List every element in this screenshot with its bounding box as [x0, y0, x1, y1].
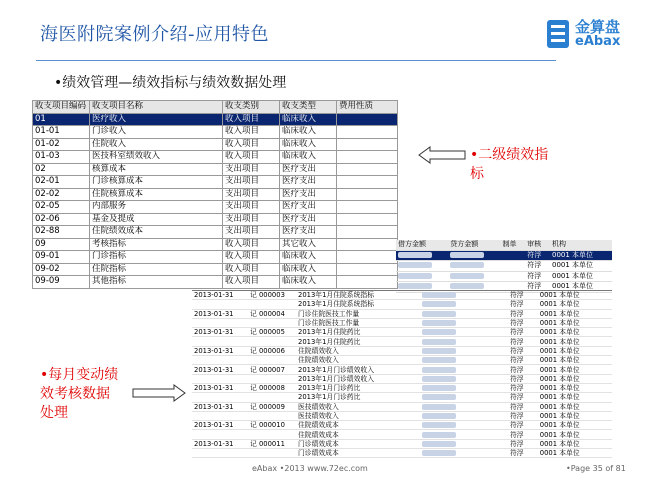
- table-cell: 2013-01-31: [192, 383, 248, 392]
- table-cell: 0001 本单位: [538, 328, 612, 337]
- table-cell: 记 000006: [248, 346, 296, 355]
- redacted-amount: [422, 432, 456, 438]
- table-cell: 临床收入: [280, 126, 337, 139]
- table-row[interactable]: [192, 393, 612, 402]
- table-cell: 收入项目: [223, 263, 280, 276]
- callout-line: 处理: [40, 405, 68, 421]
- table-cell: 0001 本单位: [538, 291, 612, 300]
- table-cell: 0001 本单位: [538, 356, 612, 365]
- table-cell: 09-09: [33, 276, 90, 289]
- table-cell: 临床收入: [280, 113, 337, 126]
- table-cell: 2013-01-31: [192, 365, 248, 374]
- redacted-amount-cell: [420, 328, 508, 337]
- table-cell: [337, 238, 398, 251]
- table-cell: 住院绩效成本: [90, 226, 223, 239]
- table-row[interactable]: [192, 402, 612, 411]
- redacted-amount-cell: [420, 337, 508, 346]
- table-cell: [248, 318, 296, 327]
- table-cell: [337, 138, 398, 151]
- table-cell: 01: [33, 113, 90, 126]
- redacted-amount: [422, 413, 456, 419]
- table-cell: 2013年1月门诊药比: [296, 393, 420, 402]
- table-row[interactable]: [192, 356, 612, 365]
- table-cell: [248, 430, 296, 439]
- table-cell: 符浮: [508, 411, 538, 420]
- table-cell: 符浮: [508, 383, 538, 392]
- table-cell: 01-01: [33, 126, 90, 139]
- table-cell: 支出项目: [223, 163, 280, 176]
- table-cell: 符浮: [508, 449, 538, 458]
- redacted-amount-cell: [420, 393, 508, 402]
- callout-line: •二级绩效指: [470, 147, 549, 163]
- table-row[interactable]: [33, 213, 398, 226]
- table-cell: 医技绩效收入: [296, 411, 420, 420]
- redacted-amount-cell: [420, 430, 508, 439]
- table-cell: 记 000005: [248, 328, 296, 337]
- table-cell: 门诊住院医技工作量: [296, 318, 420, 327]
- column-header: 收支类型: [280, 101, 337, 114]
- table-cell: [396, 271, 448, 282]
- voucher-summary-table: [396, 240, 612, 293]
- table-header-row: [33, 101, 398, 114]
- table-row[interactable]: [33, 251, 398, 264]
- table-row[interactable]: [192, 365, 612, 374]
- redacted-amount-cell: [420, 291, 508, 300]
- table-cell: 01-03: [33, 151, 90, 164]
- table-cell: 记 000010: [248, 421, 296, 430]
- table-cell: [501, 250, 526, 261]
- table-row[interactable]: [192, 291, 612, 300]
- redacted-amount-cell: [420, 318, 508, 327]
- table-cell: 支出项目: [223, 201, 280, 214]
- table-cell: 临床收入: [280, 151, 337, 164]
- redacted-amount: [398, 273, 432, 279]
- table-cell: 2013-01-31: [192, 291, 248, 300]
- table-cell: 医疗支出: [280, 201, 337, 214]
- table-row[interactable]: [396, 250, 612, 261]
- table-cell: 记 000004: [248, 309, 296, 318]
- table-cell: 符浮: [508, 393, 538, 402]
- redacted-amount: [422, 404, 456, 410]
- redacted-amount: [422, 339, 456, 345]
- table-cell: 门诊核算成本: [90, 176, 223, 189]
- redacted-amount: [422, 292, 456, 298]
- table-cell: 符浮: [508, 300, 538, 309]
- abacus-logo-icon: [545, 18, 571, 50]
- table-row[interactable]: [396, 261, 612, 272]
- revenue-item-table: [32, 100, 398, 289]
- logo-text-cn: 金算盘: [575, 18, 621, 36]
- table-cell: 其它收入: [280, 238, 337, 251]
- table-cell: 2013-01-31: [192, 402, 248, 411]
- redacted-amount: [422, 394, 456, 400]
- redacted-amount: [422, 441, 456, 447]
- table-cell: 0001 本单位: [538, 402, 612, 411]
- table-cell: [192, 318, 248, 327]
- table-cell: 2013年1月门诊药比: [296, 383, 420, 392]
- left-arrow-icon: [418, 146, 466, 164]
- table-cell: 符浮: [508, 346, 538, 355]
- table-cell: 住院收入: [90, 138, 223, 151]
- table-cell: [337, 213, 398, 226]
- table-row[interactable]: [33, 138, 398, 151]
- table-row[interactable]: [192, 309, 612, 318]
- table-row[interactable]: [33, 238, 398, 251]
- column-header: 收支类别: [223, 101, 280, 114]
- redacted-amount: [398, 262, 432, 268]
- table-cell: [248, 411, 296, 420]
- table-cell: 门诊绩效成本: [296, 449, 420, 458]
- table-cell: 2013年1月住院系统指标: [296, 291, 420, 300]
- redacted-amount-cell: [420, 374, 508, 383]
- table-cell: 记 000008: [248, 383, 296, 392]
- table-cell: 0001 本单位: [538, 430, 612, 439]
- redacted-amount: [422, 348, 456, 354]
- table-cell: 门诊住院医技工作量: [296, 309, 420, 318]
- table-row[interactable]: [33, 263, 398, 276]
- table-cell: 0001 本单位: [538, 318, 612, 327]
- page-number: •Page 35 of 81: [566, 464, 626, 473]
- table-cell: 临床收入: [280, 263, 337, 276]
- table-cell: 符浮: [508, 356, 538, 365]
- column-header: 机构: [550, 240, 612, 250]
- callout-line: 标: [470, 166, 484, 182]
- table-cell: 0001 本单位: [538, 383, 612, 392]
- table-row[interactable]: [192, 383, 612, 392]
- table-cell: 02-02: [33, 188, 90, 201]
- table-cell: 符浮: [508, 318, 538, 327]
- table-cell: [192, 374, 248, 383]
- column-header: 收支项目编码: [33, 101, 90, 114]
- slide-title: 海医附院案例介绍-应用特色: [40, 24, 269, 45]
- redacted-amount: [422, 301, 456, 307]
- table-row[interactable]: [33, 276, 398, 289]
- table-cell: 内部服务: [90, 201, 223, 214]
- table-cell: 02-01: [33, 176, 90, 189]
- table-cell: [192, 411, 248, 420]
- table-cell: 住院绩效收入: [296, 346, 420, 355]
- table-cell: 临床收入: [280, 138, 337, 151]
- table-cell: 0001 本单位: [550, 282, 612, 293]
- redacted-amount-cell: [420, 411, 508, 420]
- table-cell: 记 000007: [248, 365, 296, 374]
- table-row[interactable]: [192, 318, 612, 327]
- table-row[interactable]: [192, 430, 612, 439]
- table-cell: 0001 本单位: [538, 439, 612, 448]
- table-cell: 2013-01-31: [192, 346, 248, 355]
- table-cell: 支出项目: [223, 176, 280, 189]
- callout-secondary-indicator: [470, 146, 548, 184]
- table-cell: 医疗支出: [280, 176, 337, 189]
- table-cell: [192, 356, 248, 365]
- table-cell: 2013年1月住院药比: [296, 337, 420, 346]
- table-cell: 2013年1月门诊绩效收入: [296, 365, 420, 374]
- redacted-amount: [422, 367, 456, 373]
- redacted-amount: [422, 311, 456, 317]
- table-cell: 02-06: [33, 213, 90, 226]
- table-row[interactable]: [192, 328, 612, 337]
- table-cell: 0001 本单位: [538, 411, 612, 420]
- table-cell: 2013-01-31: [192, 309, 248, 318]
- redacted-amount: [450, 262, 484, 268]
- table-cell: 2013年1月住院系统指标: [296, 300, 420, 309]
- table-cell: [337, 226, 398, 239]
- redacted-amount-cell: [420, 439, 508, 448]
- title-divider: [36, 60, 556, 61]
- redacted-amount: [398, 283, 432, 289]
- column-header: 收支项目名称: [90, 101, 223, 114]
- redacted-amount: [422, 450, 456, 456]
- table-cell: 符浮: [508, 402, 538, 411]
- table-cell: 2013-01-31: [192, 421, 248, 430]
- table-header-row: [396, 240, 612, 250]
- table-row[interactable]: [192, 300, 612, 309]
- table-cell: 支出项目: [223, 188, 280, 201]
- redacted-amount: [422, 329, 456, 335]
- table-cell: 医疗支出: [280, 163, 337, 176]
- table-cell: [337, 126, 398, 139]
- table-cell: 09-02: [33, 263, 90, 276]
- table-cell: [396, 250, 448, 261]
- redacted-amount: [422, 357, 456, 363]
- table-cell: 基金及提成: [90, 213, 223, 226]
- table-cell: 门诊绩效成本: [296, 439, 420, 448]
- table-cell: 0001 本单位: [550, 261, 612, 272]
- table-cell: 住院绩效成本: [296, 421, 420, 430]
- table-cell: 09: [33, 238, 90, 251]
- table-cell: 09-01: [33, 251, 90, 264]
- table-row[interactable]: [33, 176, 398, 189]
- redacted-amount: [422, 376, 456, 382]
- table-row[interactable]: [192, 449, 612, 458]
- table-cell: 符浮: [508, 337, 538, 346]
- logo-text-en: eAbax: [575, 34, 621, 49]
- table-cell: [501, 261, 526, 272]
- table-cell: 02-88: [33, 226, 90, 239]
- table-row[interactable]: [33, 151, 398, 164]
- table-cell: 2013年1月门诊绩效收入: [296, 374, 420, 383]
- table-cell: 0001 本单位: [538, 300, 612, 309]
- table-cell: 其他指标: [90, 276, 223, 289]
- table-cell: 医疗支出: [280, 188, 337, 201]
- table-cell: [448, 271, 500, 282]
- table-cell: 0001 本单位: [538, 449, 612, 458]
- table-cell: [337, 188, 398, 201]
- table-cell: 医疗支出: [280, 213, 337, 226]
- table-cell: 符浮: [508, 439, 538, 448]
- table-cell: [337, 151, 398, 164]
- table-cell: 收入项目: [223, 238, 280, 251]
- table-cell: 收入项目: [223, 251, 280, 264]
- table-cell: 符浮: [508, 374, 538, 383]
- table-row[interactable]: [192, 337, 612, 346]
- table-cell: 医疗支出: [280, 226, 337, 239]
- table-cell: 收入项目: [223, 113, 280, 126]
- table-cell: 门诊收入: [90, 126, 223, 139]
- redacted-amount-cell: [420, 365, 508, 374]
- table-cell: 01-02: [33, 138, 90, 151]
- redacted-amount-cell: [420, 449, 508, 458]
- table-row[interactable]: [33, 201, 398, 214]
- table-cell: 收入项目: [223, 151, 280, 164]
- table-cell: 住院指标: [90, 263, 223, 276]
- table-cell: [248, 337, 296, 346]
- table-row[interactable]: [33, 188, 398, 201]
- table-cell: 住院核算成本: [90, 188, 223, 201]
- table-cell: 住院绩效成本: [296, 430, 420, 439]
- callout-monthly-processing: [40, 366, 118, 423]
- table-cell: 符浮: [508, 291, 538, 300]
- table-cell: [396, 261, 448, 272]
- table-cell: [248, 356, 296, 365]
- table-cell: 记 000003: [248, 291, 296, 300]
- table-cell: [337, 201, 398, 214]
- table-cell: 医技科室绩效收入: [90, 151, 223, 164]
- table-cell: 0001 本单位: [538, 374, 612, 383]
- table-cell: [501, 271, 526, 282]
- table-cell: 符浮: [525, 250, 550, 261]
- table-cell: 0001 本单位: [538, 421, 612, 430]
- table-cell: 临床收入: [280, 276, 337, 289]
- table-cell: 记 000011: [248, 439, 296, 448]
- table-cell: 0001 本单位: [538, 393, 612, 402]
- table-cell: [248, 374, 296, 383]
- redacted-amount: [450, 252, 484, 258]
- redacted-amount-cell: [420, 300, 508, 309]
- column-header: 制单: [501, 240, 526, 250]
- column-header: 费用性质: [337, 101, 398, 114]
- table-row[interactable]: [396, 271, 612, 282]
- callout-line: 效考核数据: [40, 386, 110, 402]
- right-arrow-icon: [132, 384, 186, 402]
- column-header: 审核: [525, 240, 550, 250]
- table-cell: 住院绩效收入: [296, 356, 420, 365]
- table-cell: 考核指标: [90, 238, 223, 251]
- slide-subtitle: •绩效管理—绩效指标与绩效数据处理: [54, 75, 287, 91]
- table-row[interactable]: [33, 226, 398, 239]
- table-cell: 0001 本单位: [538, 346, 612, 355]
- redacted-amount-cell: [420, 383, 508, 392]
- table-cell: 医技绩效收入: [296, 402, 420, 411]
- table-cell: [192, 449, 248, 458]
- table-cell: 符浮: [525, 282, 550, 293]
- table-row[interactable]: [33, 126, 398, 139]
- table-cell: 符浮: [508, 309, 538, 318]
- table-cell: 收入项目: [223, 126, 280, 139]
- table-cell: [192, 430, 248, 439]
- table-row[interactable]: [192, 374, 612, 383]
- redacted-amount: [450, 273, 484, 279]
- redacted-amount-cell: [420, 346, 508, 355]
- table-cell: [337, 163, 398, 176]
- table-cell: 02-05: [33, 201, 90, 214]
- table-cell: [448, 250, 500, 261]
- slide-footer: eAbax •2013 www.72ec.com: [252, 464, 368, 473]
- table-cell: [248, 393, 296, 402]
- table-cell: 支出项目: [223, 226, 280, 239]
- table-row[interactable]: [192, 421, 612, 430]
- table-cell: 0001 本单位: [538, 365, 612, 374]
- table-cell: [337, 176, 398, 189]
- redacted-amount-cell: [420, 309, 508, 318]
- redacted-amount: [422, 385, 456, 391]
- redacted-amount: [422, 422, 456, 428]
- column-header: 借方金额: [396, 240, 448, 250]
- table-cell: 符浮: [508, 421, 538, 430]
- table-row[interactable]: [33, 163, 398, 176]
- table-cell: 符浮: [508, 365, 538, 374]
- table-cell: 2013-01-31: [192, 439, 248, 448]
- table-cell: [192, 393, 248, 402]
- voucher-list-table: [192, 290, 612, 458]
- table-cell: 医疗收入: [90, 113, 223, 126]
- table-cell: 02: [33, 163, 90, 176]
- redacted-amount: [398, 252, 432, 258]
- table-cell: [248, 300, 296, 309]
- table-cell: [248, 449, 296, 458]
- redacted-amount-cell: [420, 356, 508, 365]
- table-row[interactable]: [192, 346, 612, 355]
- table-cell: 符浮: [525, 261, 550, 272]
- table-cell: 0001 本单位: [538, 309, 612, 318]
- table-cell: 2013-01-31: [192, 328, 248, 337]
- redacted-amount-cell: [420, 402, 508, 411]
- table-cell: [337, 113, 398, 126]
- redacted-amount-cell: [420, 421, 508, 430]
- table-cell: [448, 261, 500, 272]
- redacted-amount: [422, 320, 456, 326]
- logo: [545, 14, 641, 54]
- callout-line: •每月变动绩: [40, 367, 119, 383]
- table-cell: 0001 本单位: [550, 250, 612, 261]
- table-cell: 门诊指标: [90, 251, 223, 264]
- table-cell: 2013年1月住院药比: [296, 328, 420, 337]
- column-header: 贷方金额: [448, 240, 500, 250]
- table-cell: 符浮: [508, 328, 538, 337]
- table-cell: [337, 251, 398, 264]
- redacted-amount: [450, 283, 484, 289]
- table-cell: 收入项目: [223, 138, 280, 151]
- table-cell: 核算成本: [90, 163, 223, 176]
- table-cell: 0001 本单位: [550, 271, 612, 282]
- table-cell: [337, 276, 398, 289]
- table-cell: 符浮: [525, 271, 550, 282]
- table-cell: 符浮: [508, 430, 538, 439]
- table-row[interactable]: [33, 113, 398, 126]
- table-cell: 临床收入: [280, 251, 337, 264]
- table-row[interactable]: [192, 439, 612, 448]
- table-cell: 记 000009: [248, 402, 296, 411]
- table-cell: [192, 337, 248, 346]
- table-cell: 支出项目: [223, 213, 280, 226]
- table-cell: [337, 263, 398, 276]
- table-cell: [192, 300, 248, 309]
- table-row[interactable]: [192, 411, 612, 420]
- table-cell: 0001 本单位: [538, 337, 612, 346]
- table-cell: 收入项目: [223, 276, 280, 289]
